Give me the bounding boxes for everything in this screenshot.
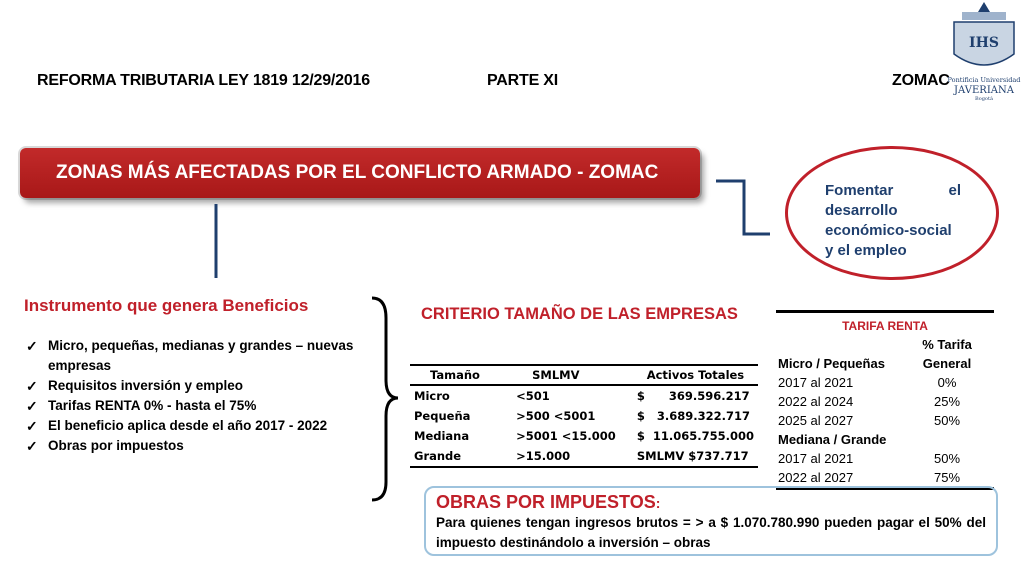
cell-size: Mediana: [414, 429, 470, 443]
table-row: [410, 406, 758, 426]
benefits-section: [24, 296, 374, 456]
group-header-medium: Mediana / Grande: [778, 432, 887, 447]
checkmark-icon: ✓: [26, 438, 38, 454]
col-header-smlmv: SMLMV: [532, 368, 580, 382]
cell-assets: $ 3.689.322.717: [636, 409, 750, 423]
banner-title: ZONAS MÁS AFECTADAS POR EL CONFLICTO ARMADO - ZOMAC: [56, 162, 659, 183]
cell-rate: 25%: [933, 394, 961, 409]
svg-text:IHS: IHS: [969, 35, 999, 51]
cell-period: 2022 al 2024: [778, 394, 854, 409]
col-header-size: Tamaño: [430, 368, 480, 382]
header-zomac: ZOMAC: [892, 72, 950, 89]
size-criteria-table-wrap: [410, 364, 758, 468]
col-header-assets: Activos Totales: [646, 368, 745, 382]
table-row: [410, 385, 758, 406]
table-header-row: [410, 366, 758, 385]
table-row: [776, 468, 994, 487]
table-row: [776, 313, 994, 335]
cell-smlmv: >5001 <15.000: [516, 429, 616, 443]
cell-assets: SMLMV $737.717: [636, 449, 749, 463]
cell-assets: $ 11.065.755.000: [636, 429, 754, 443]
svg-text:Pontificia Universidad: Pontificia Universidad: [947, 76, 1021, 84]
table-row: [410, 426, 758, 446]
cell-rate: 50%: [933, 413, 961, 428]
goal-line-2: desarrollo: [825, 202, 898, 219]
svg-text:Bogotá: Bogotá: [975, 96, 993, 102]
list-item: ✓ El beneficio aplica desde el año 2017 - 2022: [26, 418, 328, 434]
table-row: [776, 335, 994, 354]
table-row: [410, 446, 758, 466]
checkmark-icon: ✓: [26, 418, 38, 434]
cell-size: Pequeña: [414, 409, 471, 423]
list-item: ✓ Obras por impuestos: [26, 438, 184, 454]
cell-rate: 75%: [933, 470, 961, 485]
cell-period: 2017 al 2021: [778, 451, 854, 466]
header-part: PARTE XI: [487, 72, 559, 89]
goal-line-3: económico-social: [825, 222, 952, 239]
goal-word-2: el: [948, 182, 961, 199]
goal-word-1: Fomentar: [825, 182, 894, 199]
cell-smlmv: >15.000: [516, 449, 571, 463]
size-criteria-title: CRITERIO TAMAÑO DE LAS EMPRESAS: [421, 305, 738, 323]
table-row: [776, 373, 994, 392]
tax-rate-title: TARIFA RENTA: [842, 318, 928, 333]
cell-rate: 0%: [937, 375, 957, 390]
tax-rate-table: [776, 313, 994, 487]
goal-text: [825, 181, 961, 261]
curly-brace: [372, 298, 398, 500]
cell-rate: 50%: [933, 451, 961, 466]
size-criteria-table: [410, 366, 758, 466]
elbow-connector: [716, 181, 770, 234]
cell-smlmv: <501: [516, 389, 550, 403]
col-header-rate-1: % Tarifa: [922, 337, 972, 352]
cell-period: 2022 al 2027: [778, 470, 854, 485]
list-item: ✓ Tarifas RENTA 0% - hasta el 75%: [26, 398, 257, 414]
list-item: ✓ Requisitos inversión y empleo: [26, 378, 244, 394]
obras-box: [424, 486, 998, 556]
checkmark-icon: ✓: [26, 378, 38, 394]
table-row: [776, 354, 994, 373]
checkmark-icon: ✓: [26, 338, 38, 354]
tax-rate-table-wrap: [776, 310, 994, 490]
cell-smlmv: >500 <5001: [516, 409, 596, 423]
col-header-rate-2: General: [922, 356, 972, 371]
list-item: ✓ Micro, pequeñas, medianas y grandes – nuevas empresas: [26, 338, 354, 373]
checkmark-icon: ✓: [26, 398, 38, 414]
cell-size: Micro: [414, 389, 450, 403]
header-law-title: REFORMA TRIBUTARIA LEY 1819 12/29/2016: [37, 72, 370, 89]
goal-line-4: y el empleo: [825, 242, 907, 259]
cell-period: 2025 al 2027: [778, 413, 854, 428]
obras-body: Para quienes tengan ingresos brutos = > a $ 1.070.780.990 pueden pagar el 50% del impuesto destinándolo a inversión – obras: [436, 515, 986, 550]
table-row: [776, 449, 994, 468]
benefits-list: [24, 336, 374, 456]
cell-size: Grande: [414, 449, 462, 463]
table-row: [776, 430, 994, 449]
table-row: [776, 392, 994, 411]
cell-period: 2017 al 2021: [778, 375, 854, 390]
group-header-micro: Micro / Pequeñas: [778, 356, 885, 371]
benefits-title: Instrumento que genera Beneficios: [24, 296, 309, 315]
svg-text:JAVERIANA: JAVERIANA: [954, 85, 1014, 96]
obras-title: OBRAS POR IMPUESTOS:: [436, 492, 661, 512]
cell-assets: $ 369.596.217: [636, 389, 750, 403]
table-row: [776, 411, 994, 430]
